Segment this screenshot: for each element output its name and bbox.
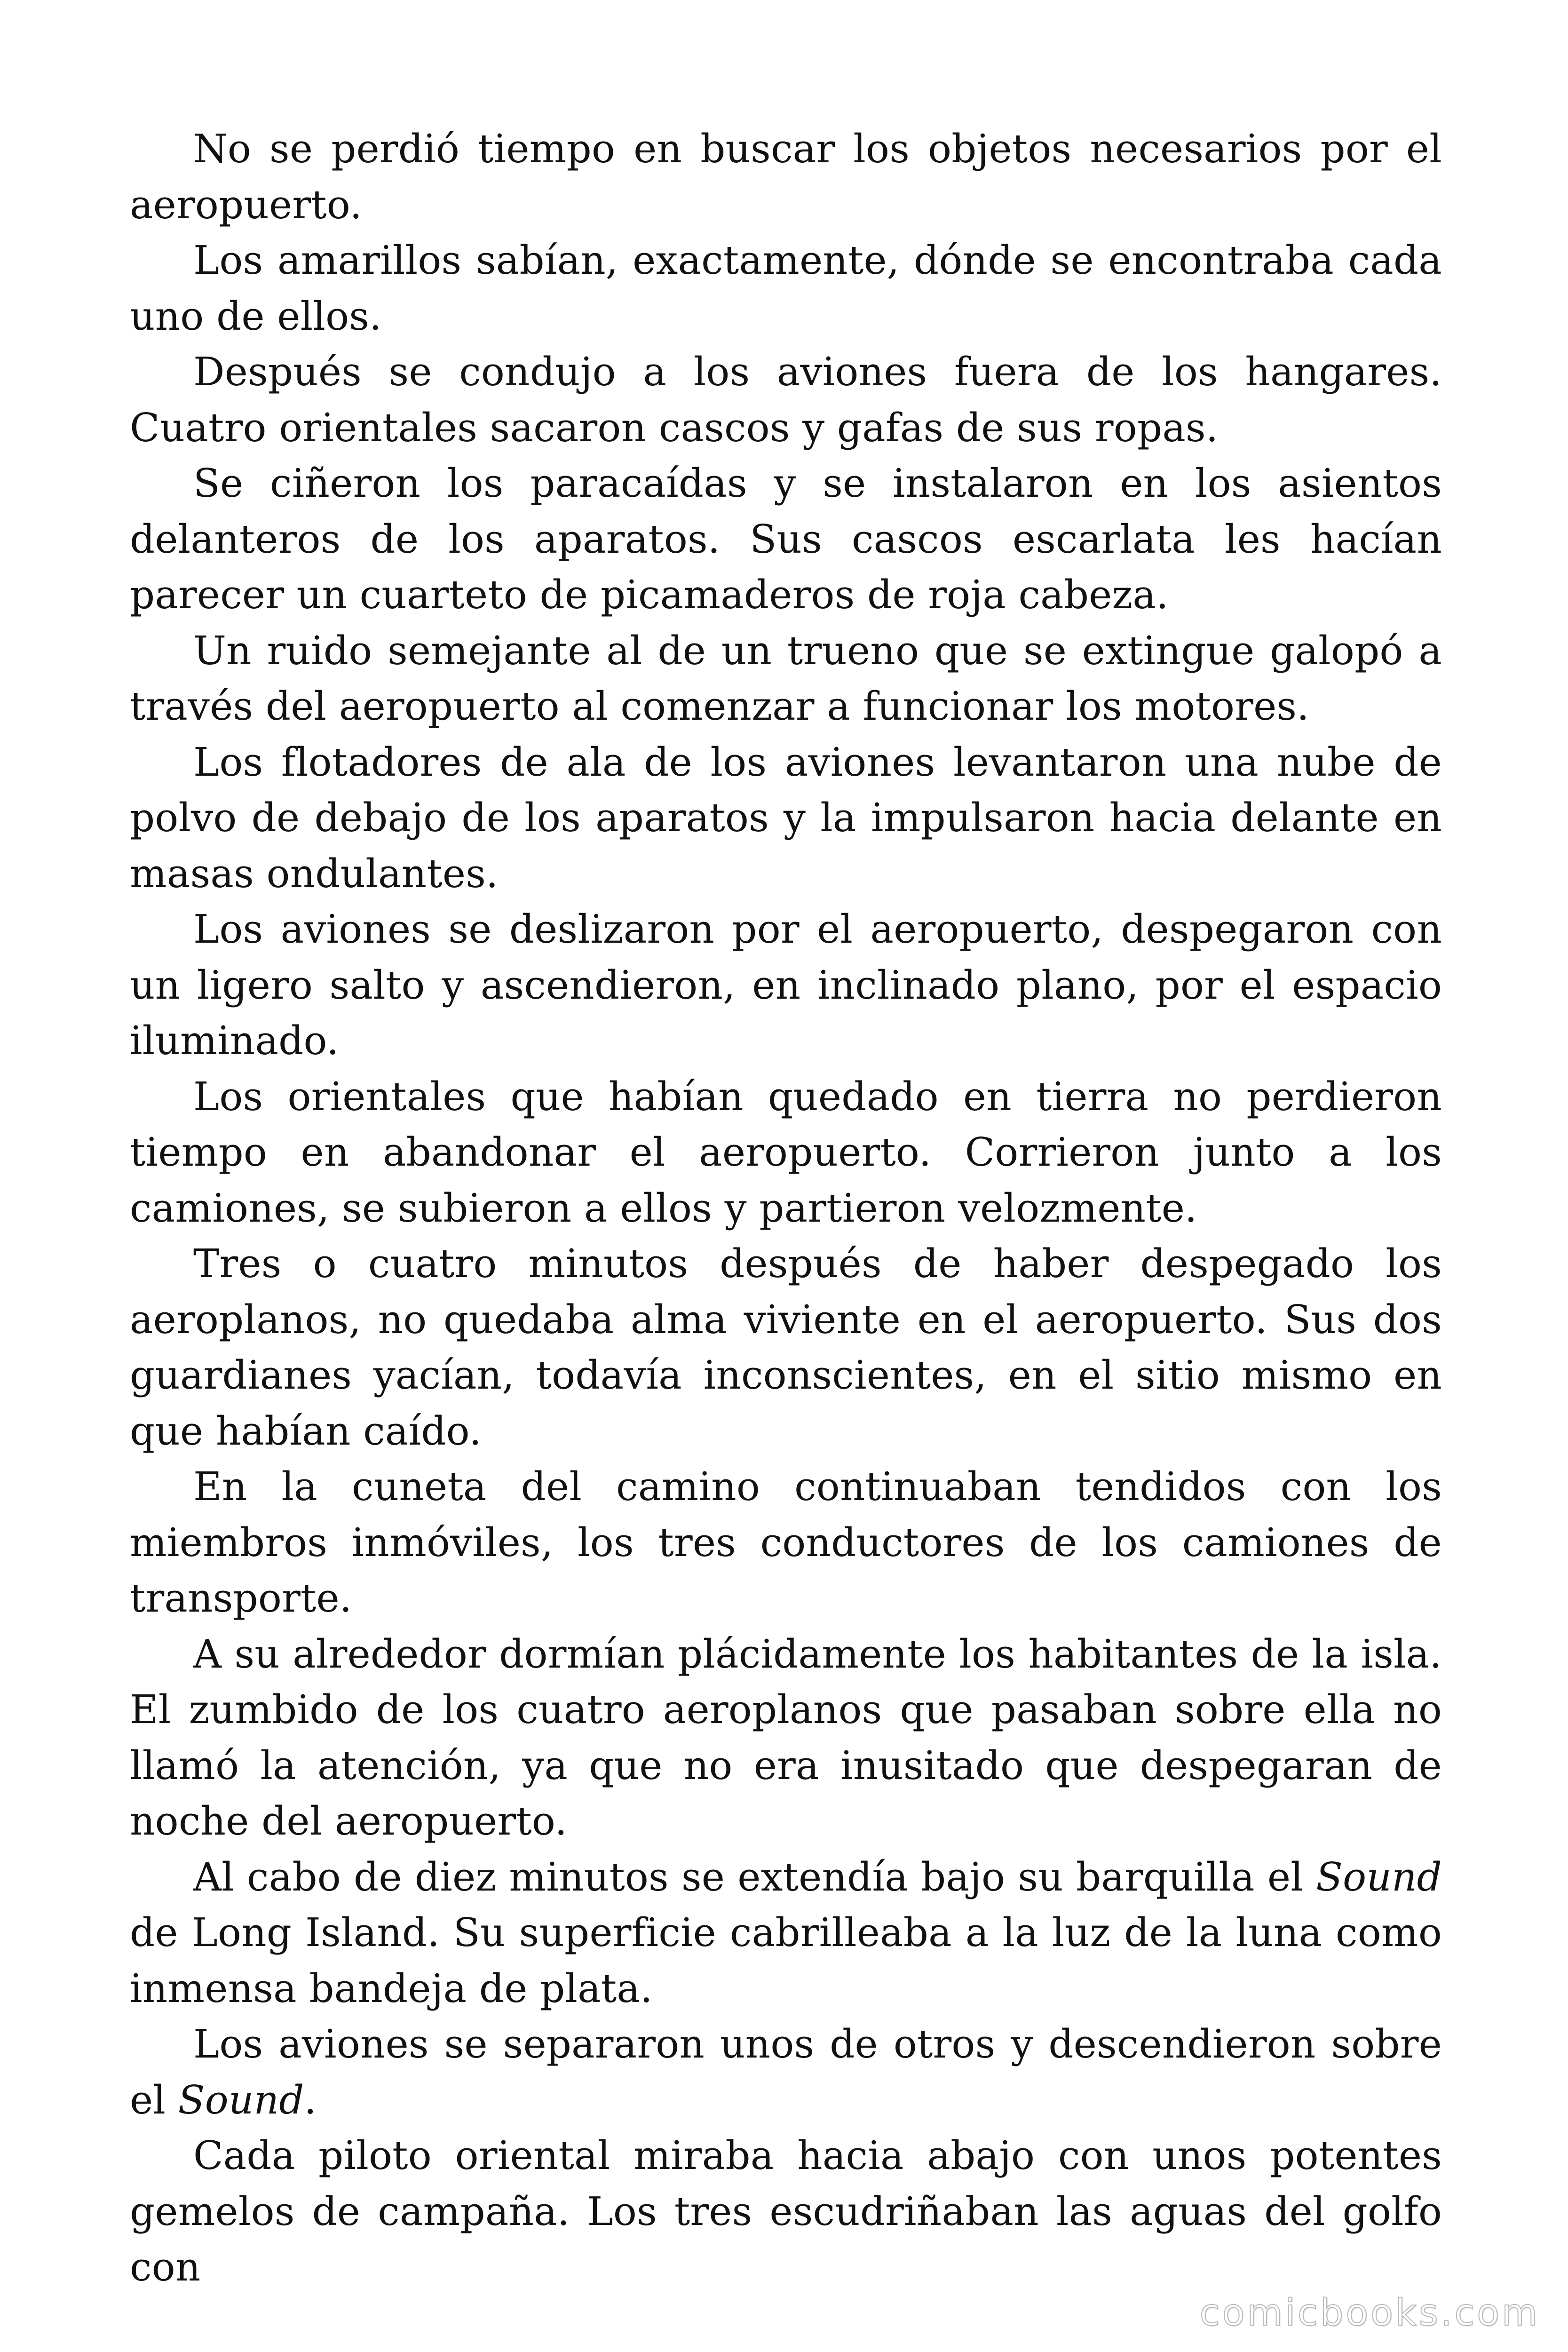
paragraph-with-italic: [130, 2017, 1442, 2128]
paragraph: Se ciñeron los paracaídas y se instalaron en los asientos delanteros de los aparatos. Sus cascos escarlata les hacían parecer un cuarteto de picamaderos de roja cabeza.: [130, 461, 1442, 618]
text-run: de Long Island. Su superficie cabrilleaba a la luz de la luna como inmensa bandeja de plata.: [130, 1910, 1442, 2011]
body-text: [130, 121, 1442, 2296]
paragraph: No se perdió tiempo en buscar los objetos necesarios por el aeropuerto.: [130, 126, 1442, 228]
watermark: comicbooks.com: [1199, 2292, 1540, 2334]
paragraph: A su alrededor dormían plácidamente los habitantes de la isla. El zumbido de los cuatro aeroplanos que pasaban sobre ella no llamó la atención, ya que no era inusitado que despegaran de noche del aeropuerto.: [130, 1631, 1442, 1844]
paragraph: Un ruido semejante al de un trueno que se extingue galopó a través del aeropuerto al comenzar a funcionar los motores.: [130, 628, 1442, 729]
text-run: .: [304, 2077, 317, 2123]
italic-term: Sound: [1316, 1854, 1442, 1900]
text-run: Al cabo de diez minutos se extendía bajo su barquilla el: [193, 1854, 1316, 1900]
text-run: Los aviones se separaron unos de otros y descendieron sobre el: [130, 2021, 1442, 2123]
paragraph: Los orientales que habían quedado en tierra no perdieron tiempo en abandonar el aeropuerto. Corrieron junto a los camiones, se subieron a ellos y partieron velozmente.: [130, 1073, 1442, 1231]
italic-term: Sound: [178, 2077, 304, 2123]
paragraph: Los amarillos sabían, exactamente, dónde se encontraba cada uno de ellos.: [130, 238, 1442, 339]
paragraph-with-italic: [130, 1850, 1442, 2017]
paragraph: En la cuneta del camino continuaban tendidos con los miembros inmóviles, los tres conductores de los camiones de transporte.: [130, 1464, 1442, 1621]
paragraph: Los aviones se deslizaron por el aeropuerto, despegaron con un ligero salto y ascendieron, en inclinado plano, por el espacio iluminado.: [130, 906, 1442, 1064]
paragraph: Después se condujo a los aviones fuera de los hangares. Cuatro orientales sacaron cascos y gafas de sus ropas.: [130, 349, 1442, 451]
paragraph: Los flotadores de ala de los aviones levantaron una nube de polvo de debajo de los aparatos y la impulsaron hacia delante en masas ondulantes.: [130, 739, 1442, 897]
paragraph: Cada piloto oriental miraba hacia abajo con unos potentes gemelos de campaña. Los tres escudriñaban las aguas del golfo con: [130, 2133, 1442, 2290]
paragraph: Tres o cuatro minutos después de haber despegado los aeroplanos, no quedaba alma viviente en el aeropuerto. Sus dos guardianes yacían, todavía inconscientes, en el sitio mismo en que habían caído.: [130, 1241, 1442, 1454]
